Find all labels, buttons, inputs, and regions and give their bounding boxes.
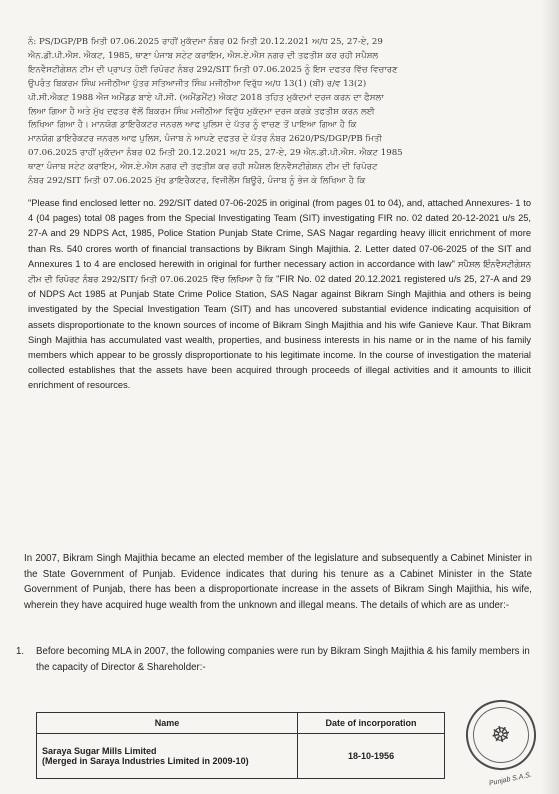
- company-name-cell: [37, 734, 298, 779]
- seal-inner-ring: [468, 702, 534, 768]
- quoted-letter-text: "Please find enclosed letter no. 292/SIT dated 07-06-2025 in original (from pages 01 to 04), and, attached Annexures- 1 to 4 (04 pages) total 08 pages from the Special Investigating Team (SIT) investigating FIR no. 02 dated 20-12-2021 u/s 25, 27-A and 29 NDPS Act, 1985, Police Station Punjab State Crime, SAS Nagar regarding heavy illicit enrichment of more than Rs. 540 crores worth of financial transactions by Bikram Singh Majithia. 2. Letter dated 07-06-2025 of the SIT and Annexures 1 to 4 are enclosed herewith in original for further necessary action in accordance with law": [28, 198, 531, 269]
- punjabi-line: ਲਿਖਿਆ ਗਿਆ ਹੈ। ਮਾਨਯੋਗ ਡਾਇਰੈਕਟਰ ਜਨਰਲ ਆਫ ਪੁਲਿਸ ਦੇ ਪੱਤਰ ਨੂੰ ਵਾਚਣ ਤੋਂ ਪਾਇਆ ਗਿਆ ਹੈ ਕਿ: [28, 120, 357, 131]
- list-item-text: Before becoming MLA in 2007, the following companies were run by Bikram Singh Majithia & his family members in the capacity of Director & Shareholder:-: [36, 646, 530, 673]
- fir-quote-text: "FIR No. 02 dated 20.12.2021 registered u/s 25, 27-A and 29 of NDPS Act 1985 at Punjab State Crime Police Station, SAS Nagar against Bikram Singh Majithia and others is being investigated by the Special Investigation Team (SIT) and has uncovered substantial evidence indicating acquisition of assets disproportionate to the known sources of income of Bikram Singh Majithia and his wife Ganieve Kaur. That Bikram Singh Majithia has accumulated vast wealth, properties, and business interests in his name or in the name of his family members which appear to be grossly disproportionate to his legitimate income. In the course of investigation the material collected establishes that the assets have been acquired through proceeds of illegal activities and it amounts to illicit enrichment of resources.: [28, 274, 531, 391]
- punjabi-line: 07.06.2025 ਰਾਹੀਂ ਮੁਕੱਦਮਾ ਨੰਬਰ 02 ਮਿਤੀ 20.12.2021 ਅ/ਧ 25, 27-ਏ, 29 ਐਨ.ਡੀ.ਪੀ.ਐਸ. ਐਕਟ 1985: [28, 148, 403, 159]
- incorporation-date: 18-10-1956: [298, 734, 445, 779]
- company-merge-note: (Merged in Saraya Industries Limited in 2009-10): [42, 756, 249, 766]
- punjabi-line: ਨੰਬਰ 292/SIT ਮਿਤੀ 07.06.2025 ਮੁੱਖ ਡਾਇਰੈਕਟਰ, ਵਿਜੀਲੈਂਸ ਬਿਊਰੋ, ਪੰਜਾਬ ਨੂੰ ਭੇਜ ਕੇ ਲਿਖਿਆ ਹੈ ਕਿ: [28, 176, 366, 187]
- table-row: [37, 734, 445, 779]
- list-item-1: [16, 644, 531, 675]
- column-header-name: Name: [37, 713, 298, 734]
- companies-table: [36, 712, 445, 779]
- punjabi-paragraph: [28, 36, 528, 189]
- punjabi-line: ਲਿਆ ਗਿਆ ਹੈ ਅਤੇ ਮੁੱਖ ਦਫਤਰ ਵੱਲੋਂ ਬਿਕਰਮ ਸਿੰਘ ਮਜੀਠੀਆ ਵਿਰੁੱਧ ਮੁਕੱਦਮਾ ਦਰਜ ਕਰਕੇ ਤਫਤੀਸ਼ ਕਰਨ ਲਈ: [28, 106, 375, 117]
- column-header-date: Date of incorporation: [298, 713, 445, 734]
- table-header-row: [37, 713, 445, 734]
- emblem-icon: ☸: [488, 720, 514, 749]
- seal-city-text: Punjab S.A.S.: [488, 771, 533, 788]
- punjabi-line: ਐਨ.ਡੀ.ਪੀ.ਐਸ. ਐਕਟ, 1985, ਥਾਣਾ ਪੰਜਾਬ ਸਟੇਟ ਕਰਾਇਮ, ਐਸ.ਏ.ਐਸ ਨਗਰ ਦੀ ਤਫਤੀਸ਼ ਕਰ ਰਹੀ ਸਪੈਸ਼ਲ: [28, 50, 379, 61]
- punjabi-line: ਮਾਨਯੋਗ ਡਾਇਰੈਕਟਰ ਜਨਰਲ ਆਫ ਪੁਲਿਸ, ਪੰਜਾਬ ਨੇ ਆਪਣੇ ਦਫਤਰ ਦੇ ਪੱਤਰ ਨੰਬਰ 2620/PS/DGP/PB ਮਿਤੀ: [28, 134, 382, 145]
- punjabi-line: ਇਨਵੈਸਟੀਗੇਸ਼ਨ ਟੀਮ ਦੀ ਪ੍ਰਾਪਤ ਹੋਈ ਰਿਪੋਰਟ ਨੰਬਰ 292/SIT ਮਿਤੀ 07.06.2025 ਨੂੰ ਇਸ ਦਫਤਰ ਵਿੱਚ ਵਿਚਾਰਣ: [28, 64, 398, 75]
- punjabi-line: ਨੰ: PS/DGP/PB ਮਿਤੀ 07.06.2025 ਰਾਹੀਂ ਮੁਕੱਦਮਾ ਨੰਬਰ 02 ਮਿਤੀ 20.12.2021 ਅ/ਧ 25, 27-ਏ, 29: [28, 37, 383, 47]
- official-seal-stamp: [459, 693, 542, 788]
- sit-report-punjabi: ਸਪੈਸ਼ਲ ਇੰਨਵੈਸਟੀਗੇਸ਼ਨ ਟੀਮ ਦੀ ਰਿਪੋਰਟ ਨੰਬਰ 292/SIT/ ਮਿਤੀ 07.06.2025 ਵਿੱਚ ਲਿਖਿਆ ਹੈ ਕਿ: [28, 258, 531, 285]
- page-edge-shadow: [541, 0, 559, 794]
- punjabi-line: ਥਾਣਾ ਪੰਜਾਬ ਸਟੇਟ ਕਰਾਇਮ, ਐਸ.ਏ.ਐਸ ਨਗਰ ਦੀ ਤਫਤੀਸ਼ ਕਰ ਰਹੀ ਸਪੈਸ਼ਲ ਇਨਵੈਸਟੀਗੇਸ਼ਨ ਟੀਮ ਦੀ ਰਿਪੋਰਟ: [28, 162, 378, 173]
- punjabi-line: ਉਪਰੰਤ ਬਿਕਰਮ ਸਿੰਘ ਮਜੀਠੀਆ ਪੁੱਤਰ ਸਤਿਆਜੀਤ ਸਿੰਘ ਮਜੀਠੀਆ ਵਿਰੁੱਧ ਅ/ਧ 13(1) (ਬੀ) ਰ/ਵ 13(2): [28, 78, 367, 89]
- punjabi-line: ਪੀ.ਸੀ.ਐਕਟ 1988 ਐਜ ਅਮੈਂਡਡ ਬਾਏ ਪੀ.ਸੀ. (ਅਮੈਂਡਮੈਂਟ) ਐਕਟ 2018 ਤਹਿਤ ਮੁਕੱਦਮਾਂ ਦਰਜ ਕਰਨ ਦਾ ਫੈਸਲਾ: [28, 92, 384, 103]
- para-2007: In 2007, Bikram Singh Majithia became an elected member of the legislature and subsequently a Cabinet Minister in the State Government of Punjab. Evidence indicates that during his tenure as a Cabinet Minister in the State Government of Punjab, there has been a disproportionate increase in the assets of Bikram Singh Majithia, his wife, wherein they have acquired huge wealth from the unknown and illegal means. The details of which are as under:-: [24, 553, 532, 611]
- company-name: Saraya Sugar Mills Limited: [42, 746, 157, 756]
- list-item-number: 1.: [16, 646, 25, 657]
- quoted-letter-paragraph: [28, 196, 531, 394]
